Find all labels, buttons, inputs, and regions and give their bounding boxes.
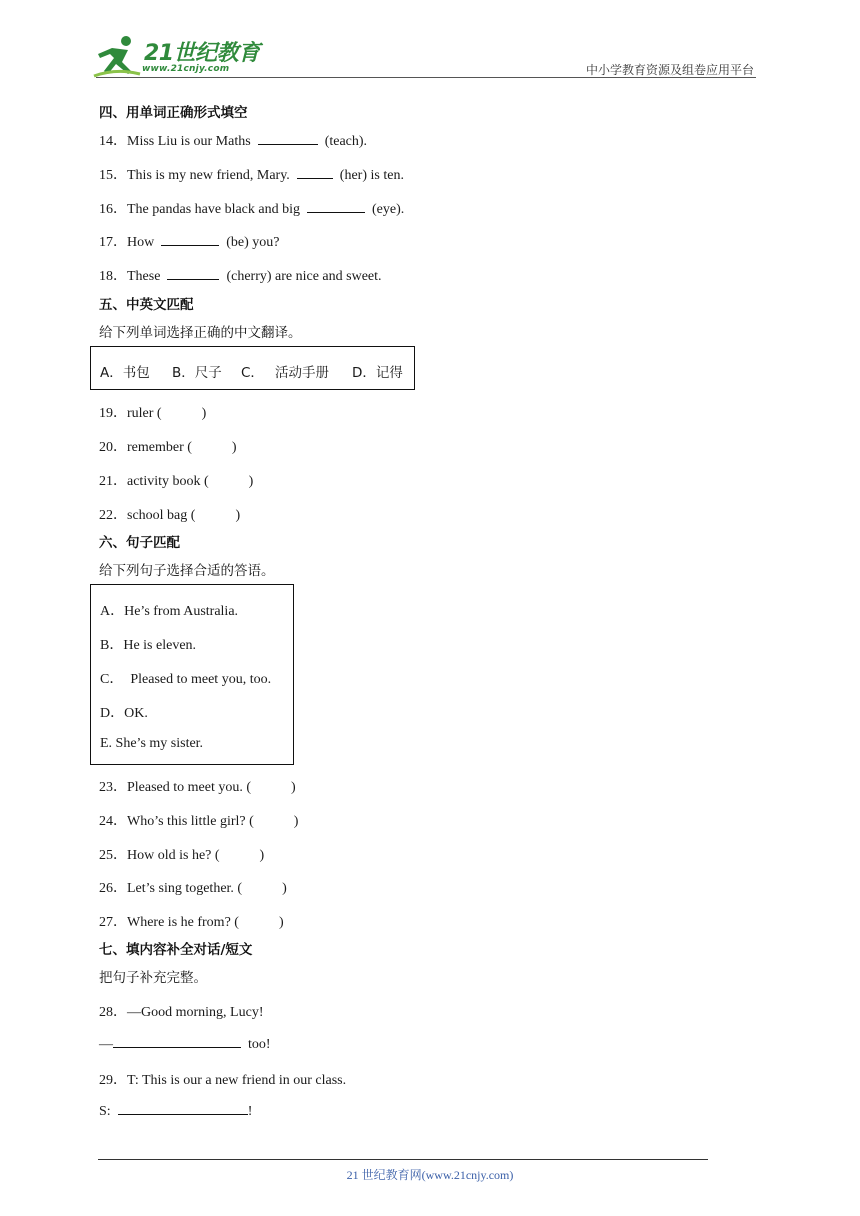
option-b: B．尺子 [172, 365, 222, 381]
question-text: These [127, 269, 161, 284]
question-number: 23． [99, 780, 127, 795]
question-28 [99, 1001, 263, 1021]
question-text: ruler ( [127, 406, 162, 421]
option-d: D．记得 [352, 365, 403, 381]
question-text: school bag ( [127, 508, 196, 523]
reply-suffix: too! [248, 1037, 271, 1052]
question-number: 19． [99, 406, 127, 421]
answer-blank[interactable] [161, 233, 219, 246]
answer-blank[interactable] [113, 1035, 241, 1048]
question-text: Where is he from? ( [127, 915, 239, 930]
question-text: Let’s sing together. ( [127, 881, 243, 896]
option-a: A．书包 [100, 365, 150, 381]
option-c: C． Pleased to meet you, too. [100, 672, 272, 687]
question-20 [99, 436, 237, 456]
answer-blank[interactable] [167, 267, 219, 280]
question-text: Pleased to meet you. ( [127, 780, 252, 795]
question-19 [99, 402, 206, 422]
question-number: 18． [99, 269, 127, 284]
question-hint: (teach). [324, 134, 368, 149]
option-d: D．OK. [100, 706, 148, 721]
question-text: remember ( [127, 440, 192, 455]
question-18 [99, 265, 382, 285]
footer-link[interactable]: 21 世纪教育网(www.21cnjy.com) [346, 1168, 514, 1182]
question-number: 14． [99, 134, 127, 149]
close-paren: ) [291, 780, 296, 795]
question-28-reply [99, 1035, 271, 1053]
logo-text: 21世纪教育 [144, 41, 260, 66]
question-26 [99, 877, 287, 897]
question-number: 28． [99, 1005, 127, 1020]
option-b: B．He is eleven. [100, 638, 197, 653]
question-hint: (cherry) are nice and sweet. [226, 269, 382, 284]
question-21 [99, 470, 253, 490]
close-paren: ) [282, 881, 287, 896]
header-tagline: 中小学教育资源及组卷应用平台 [585, 63, 754, 77]
answer-blank[interactable] [307, 200, 365, 213]
question-number: 16． [99, 202, 127, 217]
option-e: E. She’s my sister. [100, 736, 204, 751]
question-number: 15． [99, 168, 127, 183]
question-hint: (her) is ten. [339, 168, 404, 183]
question-24 [99, 810, 298, 830]
answer-blank[interactable] [297, 166, 333, 179]
question-number: 29． [99, 1073, 127, 1088]
dash: — [99, 1037, 113, 1052]
question-hint: (eye). [372, 202, 405, 217]
question-15 [99, 164, 404, 184]
question-22 [99, 504, 240, 524]
question-text: T: This is our a new friend in our class. [127, 1073, 347, 1088]
question-text: How old is he? ( [127, 848, 220, 863]
question-hint: (be) you? [226, 235, 280, 250]
section-4-title: 四、用单词正确形式填空 [99, 105, 248, 121]
header-divider [96, 77, 756, 78]
question-27 [99, 911, 284, 931]
question-25 [99, 844, 264, 864]
question-number: 22． [99, 508, 127, 523]
question-number: 21． [99, 474, 127, 489]
answer-blank[interactable] [258, 132, 318, 145]
close-paren: ) [293, 814, 299, 829]
close-paren: ) [231, 440, 237, 455]
question-29-reply [99, 1102, 252, 1120]
question-text: Miss Liu is our Maths [127, 134, 251, 149]
close-paren: ) [248, 474, 254, 489]
option-a: A．He’s from Australia. [100, 604, 239, 619]
question-17 [99, 231, 280, 251]
footer-divider [98, 1159, 708, 1160]
section-7-title: 七、填内容补全对话/短文 [99, 942, 253, 958]
section-7-instruction: 把句子补充完整。 [99, 970, 207, 986]
question-23 [99, 776, 296, 796]
question-16 [99, 198, 404, 218]
question-number: 17． [99, 235, 127, 250]
question-number: 27． [99, 915, 127, 930]
section-5-instruction: 给下列单词选择正确的中文翻译。 [99, 325, 302, 341]
section-6-instruction: 给下列句子选择合适的答语。 [99, 563, 275, 579]
question-text: Who’s this little girl? ( [127, 814, 254, 829]
close-paren: ) [235, 508, 241, 523]
logo-url: www.21cnjy.com [142, 64, 230, 74]
section-6-title: 六、句子匹配 [99, 535, 180, 551]
question-29 [99, 1069, 346, 1089]
question-text: How [127, 235, 155, 250]
option-c-text: 活动手册 [275, 365, 329, 381]
section-5-title: 五、中英文匹配 [99, 297, 194, 313]
question-number: 26． [99, 881, 127, 896]
question-text: The pandas have black and big [127, 202, 300, 217]
question-number: 20． [99, 440, 127, 455]
question-text: This is my new friend, Mary. [127, 168, 290, 183]
site-logo [92, 34, 262, 80]
question-number: 24． [99, 814, 127, 829]
option-c-label: C． [241, 365, 264, 381]
close-paren: ) [278, 915, 284, 930]
question-number: 25． [99, 848, 127, 863]
speaker-label: S: [99, 1104, 111, 1119]
question-14 [99, 130, 367, 150]
answer-blank[interactable] [118, 1102, 248, 1115]
close-paren: ) [259, 848, 265, 863]
runner-icon [92, 34, 142, 80]
question-text: activity book ( [127, 474, 209, 489]
reply-suffix: ! [247, 1104, 253, 1119]
close-paren: ) [201, 406, 207, 421]
question-text: —Good morning, Lucy! [127, 1005, 264, 1020]
